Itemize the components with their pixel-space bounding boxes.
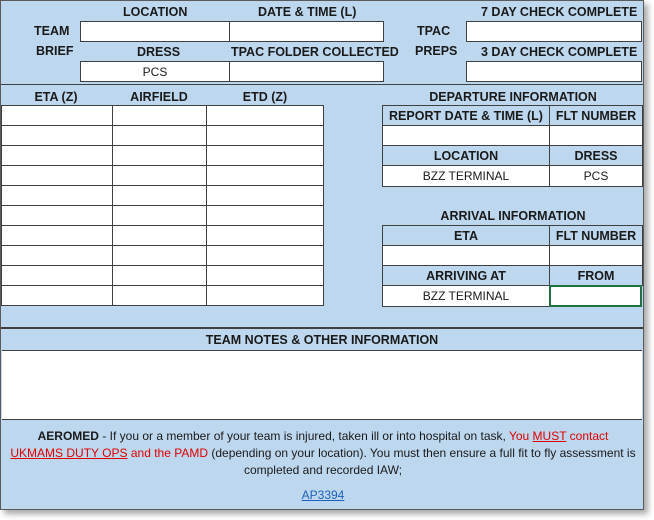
aeromed-you: You	[508, 429, 533, 443]
aeromed-text-1: - If you or a member of your team is injured, taken ill or into hospital on task,	[98, 429, 509, 443]
flight-table-cell[interactable]	[1, 125, 113, 146]
flight-table-cell[interactable]	[1, 185, 113, 206]
arriving-at-header: ARRIVING AT	[382, 265, 550, 286]
section-divider	[1, 84, 643, 85]
flight-table-cell[interactable]	[206, 165, 324, 186]
arrival-title: ARRIVAL INFORMATION	[440, 209, 586, 223]
departure-location-input[interactable]: BZZ TERMINAL	[382, 165, 550, 187]
aeromed-pamd: and the PAMD	[127, 446, 209, 460]
departure-location-header: LOCATION	[382, 145, 550, 166]
flight-table-cell[interactable]	[112, 245, 207, 266]
team-brief-label-line1: TEAM	[34, 24, 70, 38]
airfield-column-header: AIRFIELD	[130, 90, 188, 104]
seven-day-check-input[interactable]	[466, 21, 642, 42]
notes-title: TEAM NOTES & OTHER INFORMATION	[205, 333, 439, 347]
arrival-flt-number-input[interactable]	[549, 245, 643, 266]
ukmams-duty-ops: UKMAMS DUTY OPS	[10, 446, 128, 460]
dress-input[interactable]: PCS	[80, 61, 230, 82]
flight-table-cell[interactable]	[206, 105, 324, 126]
report-date-time-input[interactable]	[382, 125, 550, 146]
tpac-preps-label-line1: TPAC	[417, 24, 451, 38]
flight-table-cell[interactable]	[1, 145, 113, 166]
flight-table-cell[interactable]	[206, 185, 324, 206]
departure-flt-number-header: FLT NUMBER	[549, 105, 643, 126]
aeromed-contact: contact	[566, 429, 609, 443]
three-day-check-input[interactable]	[466, 61, 642, 82]
departure-dress-header: DRESS	[549, 145, 643, 166]
location-header: LOCATION	[123, 5, 188, 19]
arrival-eta-header: ETA	[382, 225, 550, 246]
team-notes-input[interactable]	[2, 350, 642, 420]
flight-table-cell[interactable]	[112, 145, 207, 166]
aeromed-lead: AEROMED	[37, 429, 99, 443]
flight-table-cell[interactable]	[206, 265, 324, 286]
flight-table-cell[interactable]	[1, 105, 113, 126]
aeromed-must: MUST	[532, 429, 567, 443]
date-time-header: DATE & TIME (L)	[258, 5, 357, 19]
flight-table-cell[interactable]	[112, 185, 207, 206]
departure-dress-input[interactable]: PCS	[549, 165, 643, 187]
report-date-time-header: REPORT DATE & TIME (L)	[382, 105, 550, 126]
flight-table-cell[interactable]	[206, 285, 324, 306]
notes-divider	[1, 327, 643, 329]
flight-table-cell[interactable]	[112, 165, 207, 186]
flight-table-cell[interactable]	[112, 205, 207, 226]
arriving-at-input[interactable]: BZZ TERMINAL	[382, 285, 550, 307]
from-input[interactable]	[549, 285, 642, 307]
flight-table-cell[interactable]	[112, 125, 207, 146]
flight-table-cell[interactable]	[206, 245, 324, 266]
eta-column-header: ETA (Z)	[34, 90, 78, 104]
from-header: FROM	[549, 265, 643, 286]
flight-table-cell[interactable]	[1, 285, 113, 306]
flight-table-cell[interactable]	[1, 265, 113, 286]
ap3394-link[interactable]: AP3394	[301, 488, 345, 502]
team-brief-label-line2: BRIEF	[36, 44, 74, 58]
flight-table-cell[interactable]	[206, 225, 324, 246]
flight-table-cell[interactable]	[206, 205, 324, 226]
arrival-flt-number-header: FLT NUMBER	[549, 225, 643, 246]
tpac-folder-header: TPAC FOLDER COLLECTED	[231, 45, 399, 59]
flight-table-cell[interactable]	[112, 265, 207, 286]
three-day-check-header: 3 DAY CHECK COMPLETE	[481, 45, 638, 59]
date-time-input[interactable]	[229, 21, 384, 42]
flight-table-cell[interactable]	[206, 145, 324, 166]
location-input[interactable]	[80, 21, 230, 42]
tpac-preps-label-line2: PREPS	[415, 44, 458, 58]
flight-table-cell[interactable]	[112, 105, 207, 126]
departure-title: DEPARTURE INFORMATION	[429, 90, 597, 104]
aeromed-text-2: (depending on your location). You must then ensure a full fit to fly assessment is completed and recorded IAW;	[208, 446, 636, 477]
seven-day-check-header: 7 DAY CHECK COMPLETE	[481, 5, 638, 19]
departure-flt-number-input[interactable]	[549, 125, 643, 146]
flight-table-cell[interactable]	[1, 205, 113, 226]
flight-table-cell[interactable]	[1, 245, 113, 266]
flight-table-cell[interactable]	[112, 225, 207, 246]
flight-table-cell[interactable]	[206, 125, 324, 146]
dress-header: DRESS	[137, 45, 181, 59]
flight-table-cell[interactable]	[1, 225, 113, 246]
aeromed-notice	[9, 428, 637, 479]
flight-table-cell[interactable]	[1, 165, 113, 186]
etd-column-header: ETD (Z)	[242, 90, 288, 104]
tpac-folder-input[interactable]	[229, 61, 384, 82]
arrival-eta-input[interactable]	[382, 245, 550, 266]
flight-table-cell[interactable]	[112, 285, 207, 306]
